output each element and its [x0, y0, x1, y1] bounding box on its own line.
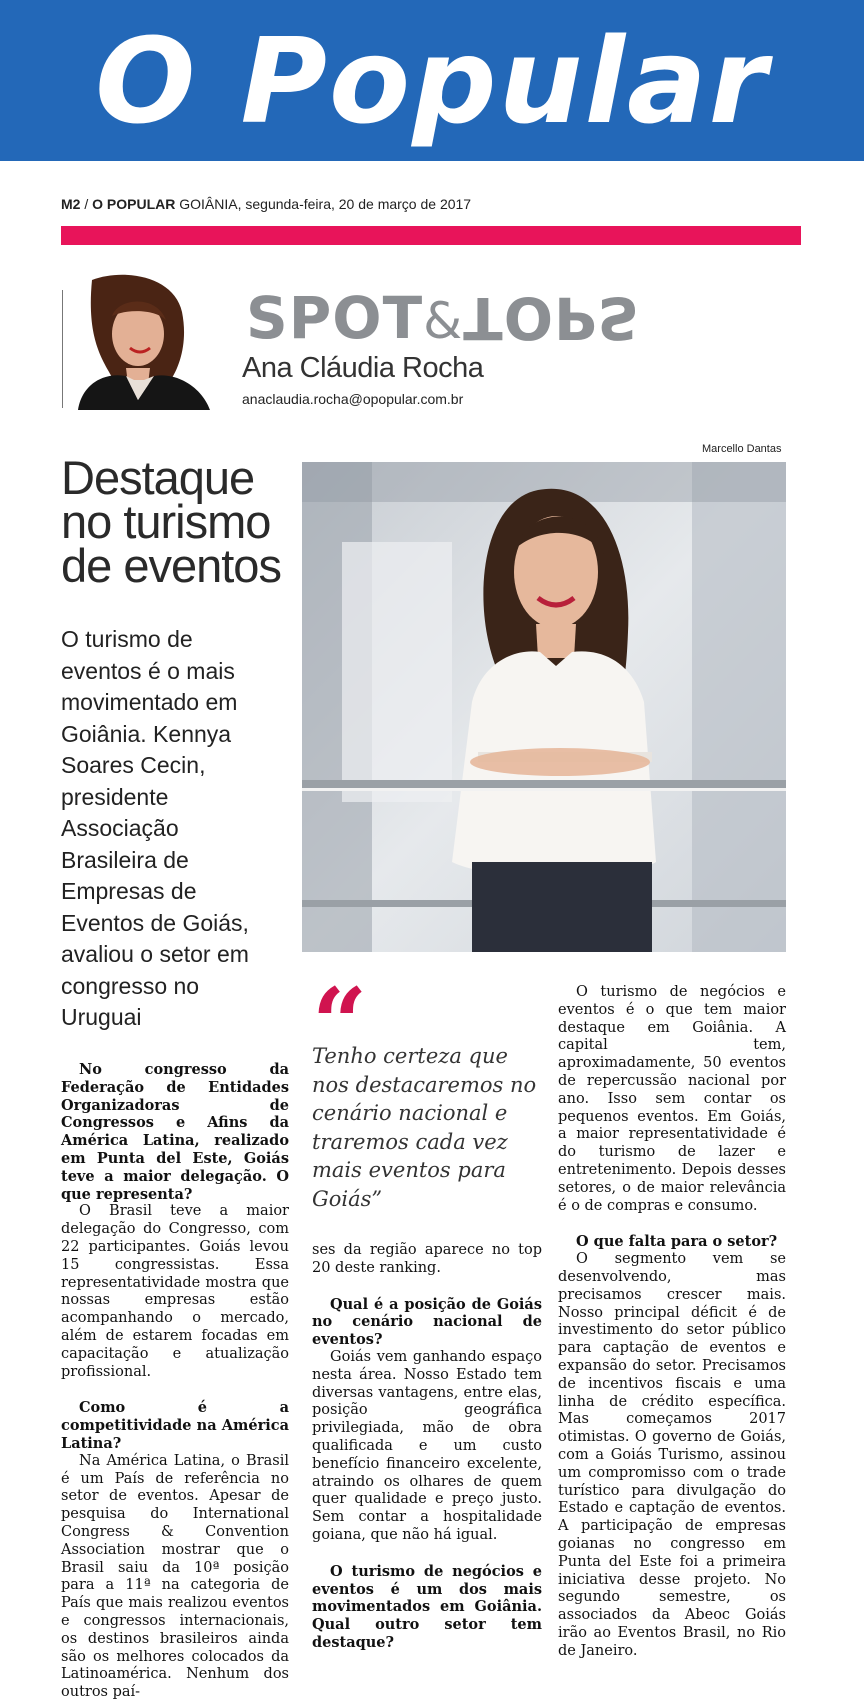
answer: O segmento vem se desenvolvendo, mas precisamos crescer mais. Nosso principal déficit é de investimento do setor público para captação de eventos e expansão do setor. Precisamos de incentivos fiscais e uma linha de crédito específica. Mas começamos 2017 otimistas. O governo de Goiás, com a Goiás Turismo, assinou um compromisso com o trade turístico para divulgação do Estado e captação de eventos. A participação de empresas goianas no congresso em Punta del Este foi a primeira iniciativa desse projeto. No segundo semestre, os associados da Abeoc Goiás irão ao Eventos Brasil, no Rio de Janeiro.: [558, 1251, 786, 1659]
body-column-2: [312, 1242, 542, 1652]
section-number: M2: [61, 196, 81, 212]
body-column-3: [558, 984, 786, 1660]
paper-name: O POPULAR: [92, 196, 176, 212]
headline-line: Destaque: [61, 451, 255, 504]
brand-spot: SPOT: [246, 284, 424, 352]
brand-tops: TOPS: [463, 284, 641, 352]
body-column-1: [61, 1061, 289, 1702]
deck-line: O turismo de: [61, 626, 193, 652]
deck-line: Goiânia. Kennya: [61, 720, 232, 747]
deck-line: Empresas de: [61, 878, 197, 904]
deck-line: Brasileira de: [61, 846, 189, 873]
photo-credit: Marcello Dantas: [702, 443, 782, 455]
question: O turismo de negócios e eventos é um dos mais movimentados em Goiânia. Qual outro setor tem destaque?: [312, 1562, 542, 1651]
masthead-logo: O Popular: [95, 12, 769, 150]
answer: O Brasil teve a maior delegação do Congresso, com 22 participantes. Goiás levou 15 congressistas. Essa representatividade mostra que nossas empresas estão acompanhando o mercado, além de estarem focadas em capacitação e atualização profissional.: [61, 1203, 289, 1380]
question: Como é a competitividade na América Latina?: [61, 1399, 289, 1452]
question: O que falta para o setor?: [576, 1233, 778, 1251]
answer: O turismo de negócios e eventos é o que tem maior destaque em Goiânia. A capital tem, aproximadamente, 50 eventos de repercussão nacional por ano. Isso sem contar os pequenos eventos. Em Goiás, a maior representatividade é do turismo de lazer e entretenimento. Depois desses setores, o de maior relevância é o de compras e consumo.: [558, 984, 786, 1214]
column-brand-logo: [246, 284, 641, 352]
deck-line: Eventos de Goiás,: [61, 909, 249, 936]
question: No congresso da Federação de Entidades Organizadoras de Congressos e Afins da América Latina, realizado em Punta del Este, Goiás teve a maior delegação. O que representa?: [61, 1061, 289, 1203]
brand-ampersand: &: [423, 292, 464, 350]
question: Qual é a posição de Goiás no cenário nacional de eventos?: [312, 1295, 542, 1349]
deck-line: congresso no: [61, 972, 200, 999]
quote-mark: “: [312, 967, 368, 1080]
deck-line: eventos é o mais: [61, 657, 235, 684]
deck-line: movimentado em: [61, 689, 238, 715]
deck: [61, 624, 297, 1034]
deck-line: Associação: [61, 815, 179, 841]
answer-continued: ses da região aparece no top 20 deste ranking.: [312, 1242, 542, 1276]
answer: Na América Latina, o Brasil é um País de referência no setor de eventos. Apesar de pesquisa do International Congress & Convention Association mostrar que o Brasil saiu da 10ª posição para a 11ª na categoria de País que mais realizou eventos e congressos internacionais, os destinos brasileiros ainda são os melhores colocados da Latinoamérica. Nenhum dos outros paí-: [61, 1452, 289, 1701]
dateline: GOIÂNIA, segunda-feira, 20 de março de 2017: [179, 196, 472, 212]
deck-line: avaliou o setor em: [61, 941, 249, 967]
main-photo: [302, 462, 786, 952]
deck-line: Uruguai: [61, 1004, 142, 1030]
masthead: [0, 0, 864, 161]
author-name: Ana Cláudia Rocha: [242, 352, 484, 384]
author-photo: [64, 272, 224, 410]
pull-quote: Tenho certeza que nos destacaremos no cenário nacional e traremos cada vez mais eventos para Goiás”: [312, 1044, 537, 1211]
headline-line: no turismo: [61, 495, 271, 548]
headline-line: de eventos: [61, 539, 281, 592]
author-email[interactable]: anaclaudia.rocha@opopular.com.br: [242, 391, 464, 407]
answer: Goiás vem ganhando espaço nesta área. Nosso Estado tem diversas vantagens, entre elas, posição geográfica privilegiada, mão de obra qualificada e um custo benefício financeiro excelente, atraindo os olhares de quem quer qualidade e preço justo. Sem contar a hospitalidade goiana, que não há igual.: [312, 1348, 542, 1543]
deck-line: presidente: [61, 783, 169, 810]
folio-line: [61, 196, 471, 212]
section-rule: [61, 226, 801, 245]
headline: [61, 451, 301, 592]
folio-separator: /: [84, 196, 89, 212]
column-divider: [62, 290, 63, 408]
deck-line: Soares Cecin,: [61, 752, 206, 778]
